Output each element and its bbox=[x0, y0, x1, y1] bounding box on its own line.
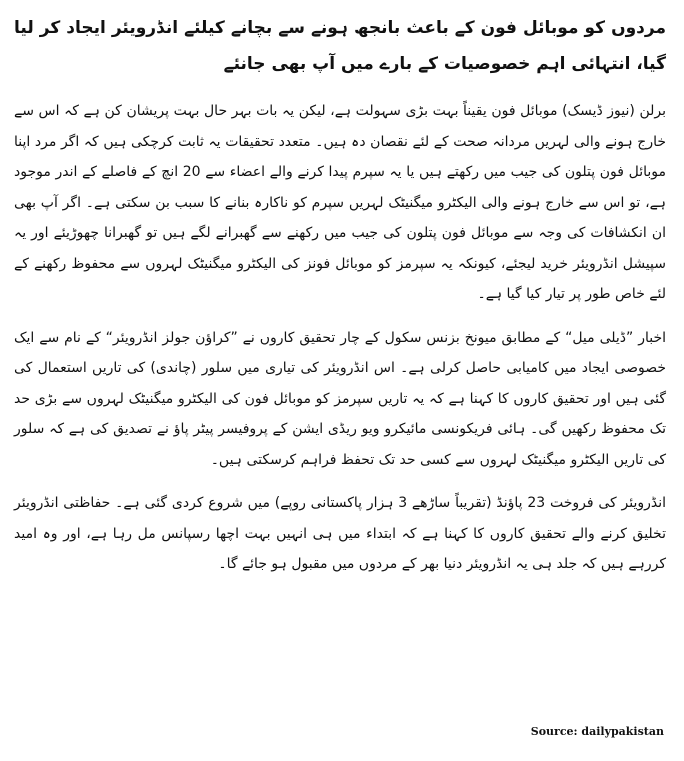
article-paragraph: اخبار ”ڈیلی میل“ کے مطابق میونخ بزنس سکول کے چار تحقیق کاروں نے ”کراؤن جولز انڈرویئر“ کے نام سے ایک خصوصی ایجاد میں کامیابی حاصل کرلی ہے۔ اس انڈرویئر کی تیاری میں سلور (چاندی) کی تاریں استعمال کی گئی ہیں اور تحقیق کاروں کا کہنا ہے کہ یہ تاریں سپرمز کو موبائل فون کی الیکٹرو میگنیٹک لہروں سے بڑی حد تک محفوظ رکھیں گی۔ ہائی فریکونسی مائیکرو ویو ریڈی ایشن کے پروفیسر پیٹر پاؤ نے تصدیق کی ہے کہ سلور کی تاریں الیکٹرو میگنیٹک لہروں سے کسی حد تک تحفظ فراہم کرسکتی ہیں۔ bbox=[14, 329, 666, 468]
article-paragraph: برلن (نیوز ڈیسک) موبائل فون یقیناً بہت بڑی سہولت ہے، لیکن یہ بات بہر حال بہت پریشان کن ہے کہ اس سے خارج ہونے والی لہریں مردانہ صحت کے لئے نقصان دہ ہیں۔ متعدد تحقیقات یہ ثابت کرچکی ہیں کہ اگر مرد اپنا موبائل فون پتلون کی جیب میں رکھتے ہیں یا یہ سپرم پیدا کرنے والے اعضاء سے 20 انچ کے فاصلے کے اندر موجود ہے، تو اس سے خارج ہونے والی الیکٹرو میگنیٹک لہریں سپرم کو ناکارہ بنانے کا سبب بن سکتی ہے۔ اگر آپ بھی ان انکشافات کی وجہ سے موبائل فون پتلون کی جیب میں رکھنے سے گھبرانے لگے ہیں تو گھبرانا چھوڑیئے اور یہ سپیشل انڈرویئر خرید لیجئے، کیونکہ یہ سپرمز کو موبائل فونز کی الیکٹرو میگنیٹک لہروں سے محفوظ رکھنے کے لئے خاص طور پر تیار کیا گیا ہے۔ bbox=[14, 103, 666, 302]
article-paragraph: انڈرویئر کی فروخت 23 پاؤنڈ (تقریباً ساڑھے 3 ہزار پاکستانی روپے) میں شروع کردی گئی ہے۔ حفاظتی انڈرویئر تخلیق کرنے والے تحقیق کاروں کا کہنا ہے کہ ابتداء میں ہی انہیں بہت اچھا رسپانس مل رہا ہے، اور وہ امید کررہے ہیں کہ جلد ہی یہ انڈرویئر دنیا بھر کے مردوں میں مقبول ہو جائے گا۔ bbox=[14, 495, 667, 572]
article-headline: مردوں کو موبائل فون کے باعث بانجھ ہونے سے بچانے کیلئے انڈرویئر ایجاد کر لیا گیا، انتہائی اہم خصوصیات کے بارے میں آپ بھی جانئے bbox=[14, 18, 666, 74]
source-credit: Source: dailypakistan bbox=[530, 725, 664, 738]
article bbox=[14, 10, 666, 593]
